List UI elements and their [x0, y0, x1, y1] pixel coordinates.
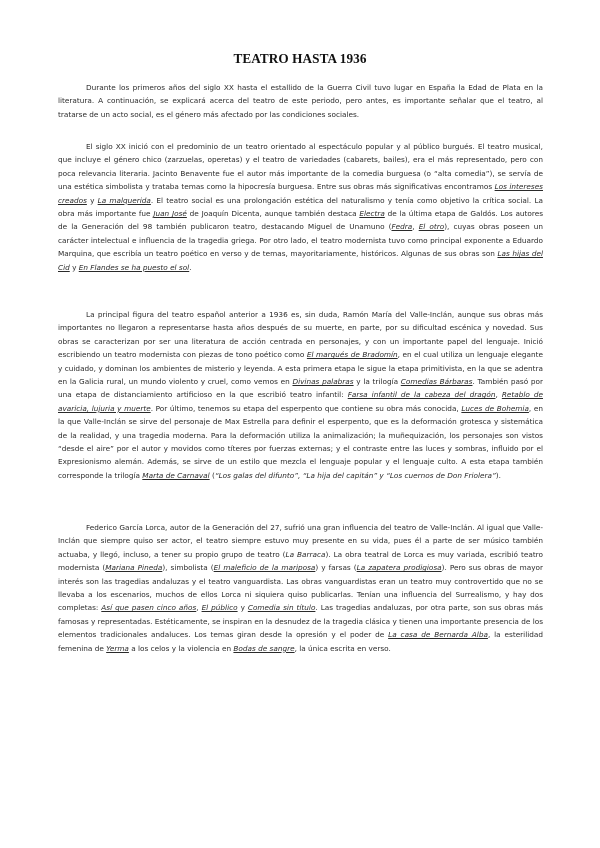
text-run: , la única escrita en verso.	[294, 643, 391, 653]
work-title: La malquerida	[97, 195, 151, 205]
text-run: de la última etapa de Galdós. Los autores de la Generación del 98 también publicaron teatro, destacando Miguel de Unamuno (	[58, 209, 544, 232]
text-run: ,	[412, 222, 419, 232]
work-title: Farsa infantil de la cabeza del dragón	[347, 390, 496, 400]
text-run: . El teatro social es una prolongación estética del naturalismo y tenía como objetivo la crítica social. La obra más importante fue	[58, 195, 544, 219]
text-run: (	[209, 470, 215, 480]
text-run: El siglo XX inició con el predominio de un teatro orientado al espectáculo popular y al público burgués. El teatro musical, que incluye el género chico (zarzuelas, operetas) y el teatro de variedades (cabarets, bailes), era el más representado, pero con poca relevancia literaria. Jacinto Benavente fue el autor más importante de la comedia burguesa (o “alta comedia”), se servía de una estética simbolista y trataba temas como la hipocresía burguesa. Entre sus obras más significativas encontramos	[58, 142, 543, 192]
text-run: . También pasó por una etapa de distanciamiento artificioso en la que escribió teatro infantil:	[58, 377, 544, 400]
text-run: , la esterilidad femenina de	[58, 630, 544, 653]
work-title: La zapatera prodigiosa	[356, 563, 442, 573]
text-run: ,	[495, 390, 502, 400]
work-title: El marqués de Bradomín	[306, 350, 398, 360]
text-run: ). Pero sus obras de mayor interés son las tragedias andaluzas y el teatro vanguardista. Las obras vanguardistas eran un teatro muy controvertido que no se llevaba a los escenarios, muchos de ellos Lorca ni siquiera quiso publicarlas. Tenían una influencia del Surrealismo, y hay dos completas:	[58, 563, 544, 613]
work-title: Mariana Pineda	[105, 563, 163, 573]
text-run: ). La obra teatral de Lorca es muy variada, escribió teatro modernista (	[58, 549, 543, 573]
text-run: , en el cual utiliza un lenguaje elegante y cuidado, y dominan los ambientes de misterio y leyenda. A esta primera etapa le sigue la etapa primitivista, en la que se adentra en la Galicia rural, un mundo violento y cruel, como vemos en	[58, 350, 543, 387]
work-title: El otro	[418, 222, 445, 232]
text-run: . Por último, tenemos su etapa del esperpento que contiene su obra más conocida,	[150, 403, 462, 413]
text-run: , en la que Valle-Inclán se sirve del personaje de Max Estrella para definir el esperpento, que es la deformación grotesca y sistemática de la realidad, y una tragedia moderna. Para la deformación utiliza la animalización; la muñequización, los personajes son vistos “desde el aire” por el autor y movidos como títeres por fuerzas externas; y el contraste entre las luces y sombras, influido por el Expresionismo alemán. Además, se sirve de un estilo que mezcla el lenguaje popular y el lenguaje culto. A esta etapa también corresponde la trilogía	[58, 403, 543, 480]
work-title: Juan José	[153, 209, 187, 219]
text-run: ,	[196, 603, 202, 613]
text-run: ), cuyas obras poseen un carácter intelectual e influencia de la tragedia griega. Por otro lado, el teatro modernista tuvo como principal exponente a Eduardo Marquina, que escribía un teatro poético en verso y de temas, mayoritariamente, históricos. Algunas de sus obras son	[58, 222, 544, 259]
text-run: La principal figura del teatro español anterior a 1936 es, sin duda, Ramón María del Valle-Inclán, aunque sus obras más importantes no llegaron a representarse hasta años después de su muerte, en parte, por su dificultad escénica y novedad. Sus obras se caracterizan por ser una literatura de acción centrada en personajes, y con un importante papel del lenguaje. Inició escribiendo un teatro modernista con piezas de tono poético como	[58, 310, 543, 360]
work-title: Comedia sin título	[247, 603, 316, 613]
work-title: El maleficio de la mariposa	[213, 563, 316, 573]
paragraph-intro	[58, 81, 543, 121]
work-title: Electra	[359, 209, 385, 219]
text-run: .	[189, 262, 192, 272]
work-title: Yerma	[106, 643, 129, 653]
work-title: Fedra	[391, 222, 413, 232]
work-title: Comedias Bárbaras	[400, 377, 473, 387]
paragraph-valle-inclan	[58, 308, 543, 482]
text-run: y	[86, 195, 98, 205]
work-title: Luces de Bohemia	[461, 403, 529, 413]
text-run: ).	[495, 470, 501, 480]
work-title: En Flandes se ha puesto el sol	[78, 262, 190, 272]
work-title: Las hijas del Cid	[58, 249, 543, 272]
text-run: ), simbolista (	[162, 563, 214, 573]
paragraph-garcia-lorca	[58, 521, 543, 655]
work-title: El público	[201, 603, 238, 613]
work-title: Bodas de sangre	[233, 643, 295, 653]
text-run: y	[69, 262, 79, 272]
text-run: a los celos y la violencia en	[128, 643, 234, 653]
document-title: TEATRO HASTA 1936	[233, 51, 367, 66]
italic-text: “Los galas del difunto”, “La hija del capitán” y “Los cuernos de Don Friolera”	[214, 470, 496, 480]
italic-text: La Barraca	[285, 549, 326, 559]
work-title: Marta de Carnaval	[142, 470, 210, 480]
text-run: Durante los primeros años del siglo XX hasta el estallido de la Guerra Civil tuvo lugar en España la Edad de Plata en la literatura. A continuación, se explicará acerca del teatro de este periodo, pero antes, es importante señalar que el teatro, al tratarse de un acto social, es el género más afectado por las condiciones sociales.	[58, 83, 543, 119]
work-title: La casa de Bernarda Alba	[388, 630, 488, 640]
work-title: Retablo de avaricia, lujuria y muerte	[58, 390, 543, 413]
text-run: y la trilogía	[353, 377, 401, 387]
paragraph-early-theatre	[58, 140, 543, 274]
text-run: de Joaquín Dicenta, aunque también destaca	[186, 209, 360, 219]
text-run: y	[237, 603, 248, 613]
work-title: Así que pasen cinco años	[101, 603, 197, 613]
work-title: Los intereses creados	[58, 182, 543, 205]
text-run: ) y farsas (	[315, 563, 357, 573]
text-run: Federico García Lorca, autor de la Generación del 27, sufrió una gran influencia del teatro de Valle-Inclán. Al igual que Valle-Inclán que siempre quiso ser actor, el teatro siempre estuvo muy presente en su vida, pues él a parte de ser músico también actuaba, y llegó, incluso, a tener su propio grupo de teatro (	[58, 523, 543, 559]
text-run: . Las tragedias andaluzas, por otra parte, son sus obras más famosas y representadas. Estéticamente, se inspiran en la desnudez de la tragedia clásica y tienen una importante presencia de los elementos tradicionales andaluces. Los temas giran desde la opresión y el poder de	[58, 603, 543, 640]
work-title: Divinas palabras	[292, 377, 354, 387]
